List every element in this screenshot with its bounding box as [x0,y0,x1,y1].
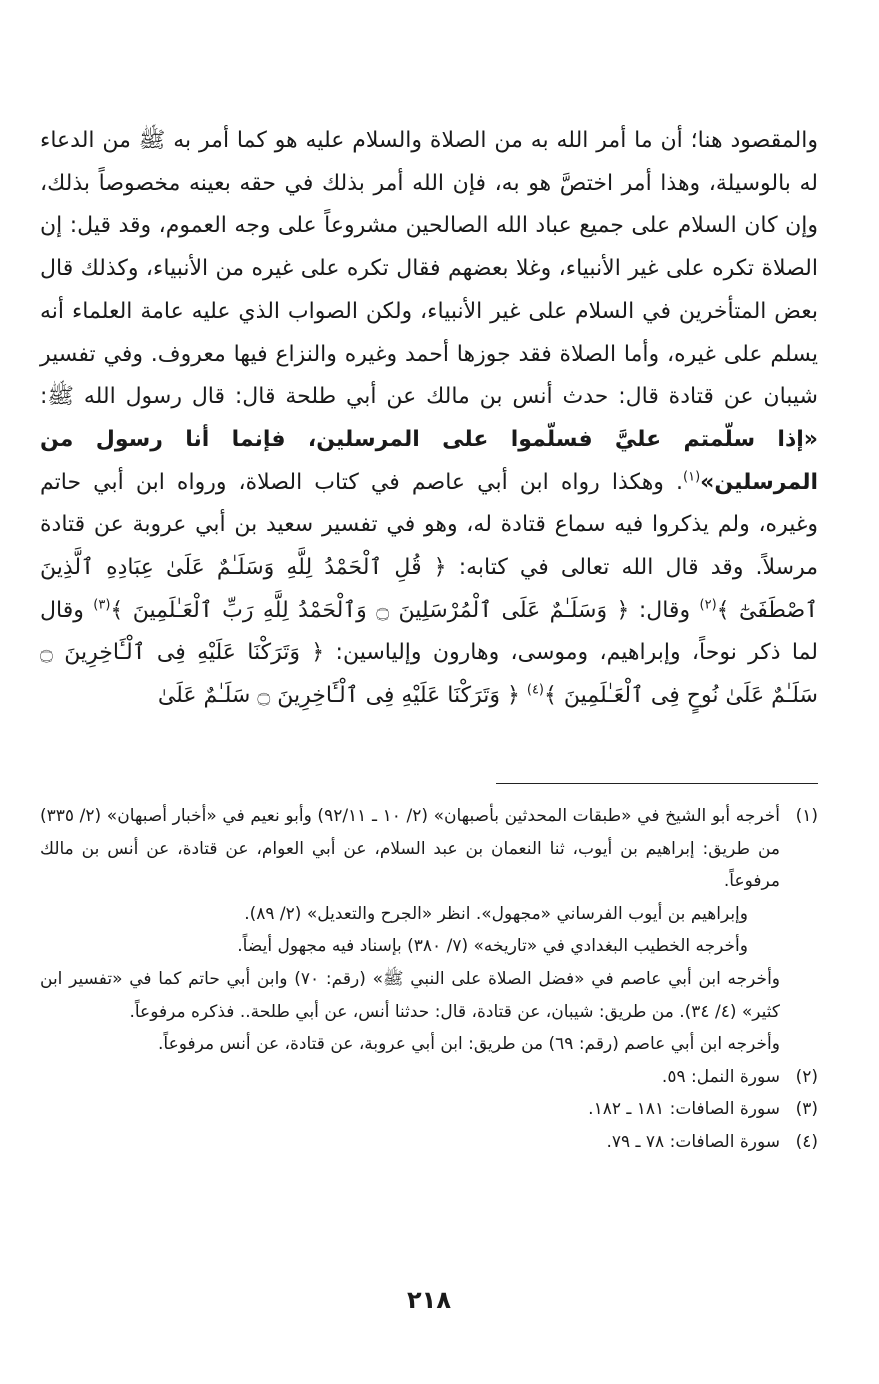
footnote-text: وإبراهيم بن أيوب الفرساني «مجهول». انظر «الجرح والتعديل» (٢/ ٨٩). [244,903,748,924]
footnote-2 [40,1061,818,1094]
footnote-1 [40,800,818,963]
quran-verse-3: ﴿ وَتَرَكْنَا عَلَيْهِ فِى ٱلْـَٔاخِرِينَ ۝ سَلَـٰمٌ عَلَىٰ نُوحٍ فِى ٱلْعَـٰلَمِينَ ﴾ [40,640,818,709]
footnotes [40,800,818,1159]
footnote-ref-2: (٢) [699,597,717,613]
footnote-separator [496,783,818,784]
footnote-text: أخرجه أبو الشيخ في «طبقات المحدثين بأصبهان» (٢/ ١٠ ـ ٩٢/١١) وأبو نعيم في «أخبار أصبهان» (٢/ ٣٣٥) من طريق: إبراهيم بن أيوب، ثنا النعمان بن عبد السلام، عن أبي العوام، عن قتادة، عن أنس بن مالك مرفوعاً. [40,806,780,892]
footnote-text: وأخرجه الخطيب البغدادي في «تاريخه» (٧/ ٣٨٠) بإسناد فيه مجهول أيضاً. [237,936,748,957]
footnote-number: (١) [795,806,818,826]
footnote-text: وأخرجه ابن أبي عاصم في «فضل الصلاة على النبي ﷺ» (رقم: ٧٠) وابن أبي حاتم كما في «تفسير ابن كثير» (٤/ ٣٤). من طريق: شيبان، عن قتادة، قال: حدثنا أنس، عن أبي طلحة.. فذكره مرفوعاً. [40,968,780,1022]
paragraph-part-4: وقال لما ذكر نوحاً، وإبراهيم، وموسى، وهارون وإلياسين: [40,597,819,666]
footnote-4 [40,1126,818,1159]
quran-verse-2: ﴿ وَسَلَـٰمٌ عَلَى ٱلْمُرْسَلِينَ ۝ وَٱلْحَمْدُ لِلَّهِ رَبِّ ٱلْعَـٰلَمِينَ ﴾ [110,597,630,623]
footnote-text: سورة الصافات: ١٨١ ـ ١٨٢. [588,1099,780,1120]
paragraph-part-3: وقال: [638,597,700,623]
quran-verse-4: ﴿ وَتَرَكْنَا عَلَيْهِ فِى ٱلْـَٔاخِرِينَ ۝ سَلَـٰمٌ عَلَىٰ [157,683,527,709]
page-number: ٢١٨ [407,1286,451,1314]
main-text [40,120,818,718]
footnote-ref-3: (٣) [93,597,111,613]
book-page [40,0,818,1384]
footnote-number: (٤) [795,1131,818,1152]
footnote-text: وأخرجه ابن أبي عاصم (رقم: ٦٩) من طريق: ابن أبي عروبة، عن قتادة، عن أنس مرفوعاً. [157,1034,780,1055]
footnote-body [40,963,780,1061]
paragraph-part-2: . وهكذا رواه ابن أبي عاصم في كتاب الصلاة، ورواه ابن أبي حاتم وغيره، ولم يذكروا فيه سماع قتادة له، وهو في تفسير سعيد بن أبي عروبة عن قتادة مرسلاً. وقد قال الله تعالى في كتابه: [40,469,819,581]
footnote-1-continued [40,963,818,1061]
footnote-text: سورة النمل: ٥٩. [661,1066,780,1087]
hadith-quote: «إذا سلّمتم عليَّ فسلّموا على المرسلين، فإنما أنا رسول من المرسلين» [40,426,818,495]
footnote-body [40,800,780,963]
paragraph-part-1: والمقصود هنا؛ أن ما أمر الله به من الصلاة والسلام عليه هو كما أمر به ﷺ من الدعاء له بالوسيلة، وهذا أمر اختصَّ هو به، فإن الله أمر بذلك في حقه بعينه مخصوصاً بذلك، وإن كان السلام على جميع عباد الله الصالحين مشروعاً على وجه العموم، وقد قيل: إن الصلاة تكره على غير الأنبياء، وغلا بعضهم فقال تكره على غيره من الأنبياء، وكذلك قال بعض المتأخرين في السلام على غير الأنبياء، ولكن الصواب الذي عليه عامة العلماء أنه يسلم على غيره، وأما الصلاة فقد جوزها أحمد وغيره والنزاع فيها معروف. وفي تفسير شيبان عن قتادة قال: حدث أنس بن مالك عن أبي طلحة قال: قال رسول الله ﷺ: [40,128,818,410]
footnote-number: (٢) [795,1066,818,1087]
footnote-text: سورة الصافات: ٧٨ ـ ٧٩. [606,1131,780,1152]
footnote-ref-4: (٤) [526,682,544,698]
quran-verse-1: ﴿ قُلِ ٱلْحَمْدُ لِلَّهِ وَسَلَـٰمٌ عَلَىٰ عِبَادِهِ ٱلَّذِينَ ٱصْطَفَىٰٓ ﴾ [40,555,819,623]
footnote-number: (٣) [795,1099,818,1120]
main-paragraph [40,120,818,718]
footnote-3 [40,1093,818,1126]
footnote-ref-1: (١) [683,469,701,485]
